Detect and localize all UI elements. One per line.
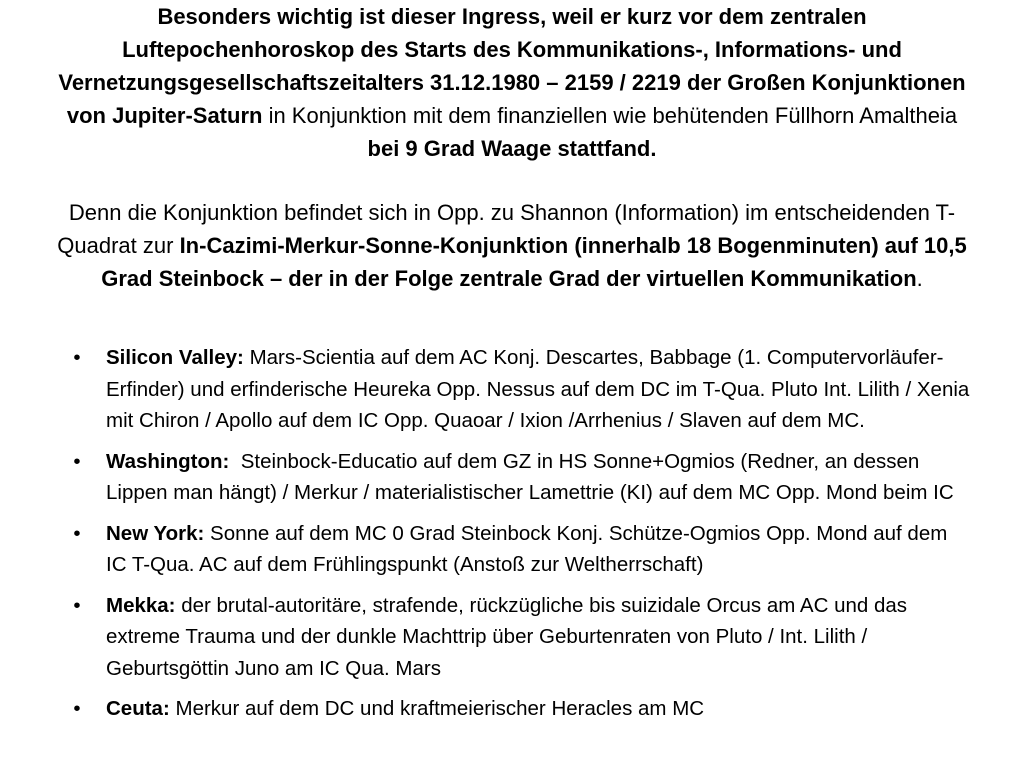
bullet-dot: • <box>73 521 81 545</box>
intro-p1-bold-1: Besonders wichtig ist dieser Ingress, weil er kurz vor dem zentralen Luftepochenhoroskop des Starts des Kommunikations-, Informations- und Vernetzungsgesellschaftszeitalters 31.12.1980 – 2159 / 2219 der Großen Konjunktionen von Jupiter-Saturn <box>58 4 966 128</box>
bullet-text: Sonne auf dem MC 0 Grad Steinbock Konj. Schütze-Ogmios Opp. Mond auf dem IC T-Qua. AC auf dem Frühlingspunkt (Anstoß zur Weltherrschaft) <box>106 521 948 576</box>
intro-p1-bold-2: bei 9 Grad Waage stattfand. <box>367 136 657 161</box>
bullet-text: Mars-Scientia auf dem AC Konj. Descartes, Babbage (1. Computervorläufer-Erfinder) und erfinderische Heureka Opp. Nessus auf dem DC im T-Qua. Pluto Int. Lilith / Xenia mit Chiron / Apollo auf dem IC Opp. Quaoar / Ixion /Arrhenius / Slaven auf dem MC. <box>106 346 970 432</box>
bullet-dot: • <box>73 449 81 473</box>
bullet-item-washington <box>70 446 970 509</box>
intro-paragraph-1 <box>50 0 974 165</box>
bullet-item-mekka <box>70 590 970 685</box>
intro-text <box>50 0 974 295</box>
bullet-label: Mekka: <box>106 593 176 617</box>
bullet-item-silicon-valley <box>70 342 970 437</box>
bullet-text: der brutal-autoritäre, strafende, rückzügliche bis suizidale Orcus am AC und das extreme Trauma und der dunkle Machttrip über Geburtenraten von Pluto / Int. Lilith / Geburtsgöttin Juno am IC Qua. Mars <box>106 593 908 680</box>
intro-p2-bold-1: In-Cazimi-Merkur-Sonne-Konjunktion (innerhalb 18 Bogenminuten) auf 10,5 Grad Steinbock – der in der Folge zentrale Grad der virtuellen Kommunikation <box>101 233 967 291</box>
bullet-label: Ceuta: <box>106 697 170 720</box>
bullet-item-ceuta <box>70 693 970 725</box>
bullet-dot: • <box>73 346 81 369</box>
bullet-dot: • <box>73 593 81 617</box>
bullet-dot: • <box>73 697 81 720</box>
bullet-label: Washington: <box>106 449 230 473</box>
bullet-text: Steinbock-Educatio auf dem GZ in HS Sonne+Ogmios (Redner, an dessen Lippen man hängt) / Merkur / materialistischer Lamettrie (KI) auf dem MC Opp. Mond beim IC <box>106 449 954 504</box>
paragraph-spacer <box>50 165 974 196</box>
intro-p2-text-2: . <box>916 266 923 291</box>
bullet-text: Merkur auf dem DC und kraftmeierischer Heracles am MC <box>169 697 705 720</box>
bullet-list <box>70 342 970 734</box>
bullet-item-new-york <box>70 518 970 581</box>
bullet-label: Silicon Valley: <box>106 346 244 369</box>
intro-p2-text-1: Denn die Konjunktion befindet sich in Opp. zu Shannon (Information) im entscheidenden T-Quadrat zur <box>57 200 956 258</box>
intro-p1-text-1: in Konjunktion mit dem finanziellen wie behütenden Füllhorn Amaltheia <box>262 103 958 128</box>
intro-paragraph-2 <box>50 196 974 295</box>
bullet-label: New York: <box>106 521 205 545</box>
